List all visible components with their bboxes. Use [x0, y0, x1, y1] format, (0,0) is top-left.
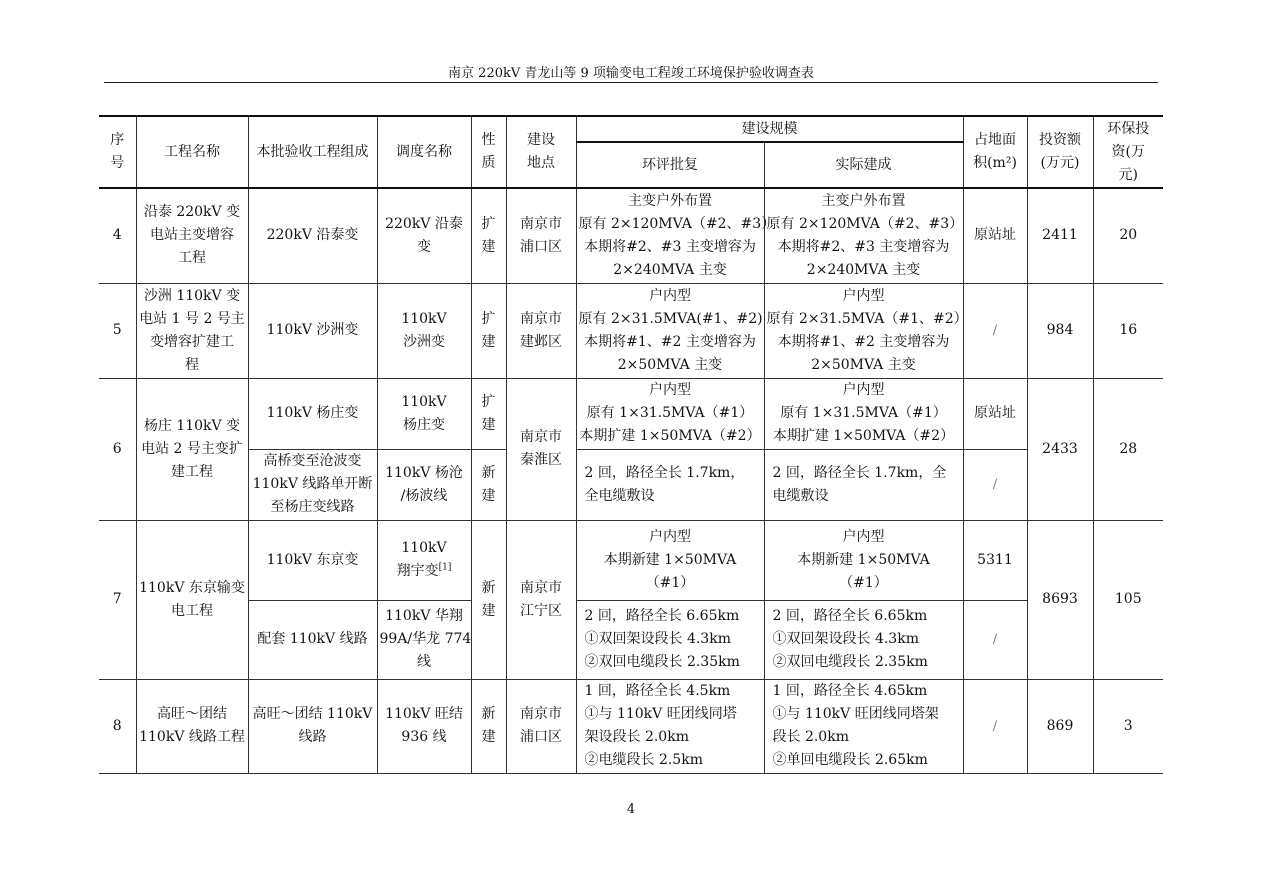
cell-investment: 869 — [1027, 679, 1093, 773]
table-row — [99, 600, 1163, 679]
header-investment: 投资额 (万元) — [1027, 116, 1093, 188]
cell-seq: 4 — [99, 188, 136, 283]
cell-approved: 2 回，路径全长 6.65km ①双回架设段长 4.3km ②双回电缆段长 2.35km — [576, 600, 764, 679]
cell-location: 南京市 浦口区 — [506, 679, 576, 773]
header-actual: 实际建成 — [764, 142, 963, 188]
cell-nature: 新 建 — [471, 449, 506, 520]
survey-table — [99, 115, 1163, 774]
header-location: 建设 地点 — [506, 116, 576, 188]
cell-area: 原站址 — [963, 188, 1027, 283]
cell-approved: 户内型 原有 2×31.5MVA(#1、#2) 本期将#1、#2 主变增容为 2×50MVA 主变 — [576, 283, 764, 378]
header-approved: 环评批复 — [576, 142, 764, 188]
cell-env-investment: 3 — [1093, 679, 1163, 773]
header-env-investment: 环保投 资(万 元) — [1093, 116, 1163, 188]
cell-investment: 8693 — [1027, 520, 1093, 679]
cell-nature: 新 建 — [471, 679, 506, 773]
cell-location: 南京市 浦口区 — [506, 188, 576, 283]
cell-dispatch: 110kV 翔宇变[1] — [377, 520, 471, 600]
cell-approved: 主变户外布置 原有 2×120MVA（#2、#3） 本期将#2、#3 主变增容为 2×240MVA 主变 — [576, 188, 764, 283]
header-dispatch-name: 调度名称 — [377, 116, 471, 188]
cell-project-name: 高旺～团结 110kV 线路工程 — [136, 679, 248, 773]
page-header-title: 南京 220kV 青龙山等 9 项输变电工程竣工环境保护验收调查表 — [448, 66, 814, 81]
cell-seq: 8 — [99, 679, 136, 773]
cell-composition: 110kV 沙洲变 — [248, 283, 377, 378]
cell-project-name: 沿泰 220kV 变 电站主变增容 工程 — [136, 188, 248, 283]
cell-env-investment: 16 — [1093, 283, 1163, 378]
footnote-marker: [1] — [438, 562, 452, 573]
cell-nature: 扩 建 — [471, 188, 506, 283]
cell-location: 南京市 秦淮区 — [506, 378, 576, 520]
cell-actual: 2 回，路径全长 1.7km，全 电缆敷设 — [764, 449, 963, 520]
cell-dispatch: 110kV 沙洲变 — [377, 283, 471, 378]
cell-approved: 户内型 本期新建 1×50MVA （#1） — [576, 520, 764, 600]
cell-dispatch: 110kV 杨沧 /杨波线 — [377, 449, 471, 520]
cell-dispatch: 110kV 旺结 936 线 — [377, 679, 471, 773]
cell-project-name: 沙洲 110kV 变 电站 1 号 2 号主 变增容扩建工 程 — [136, 283, 248, 378]
header-rule — [104, 82, 1158, 83]
cell-seq: 5 — [99, 283, 136, 378]
cell-actual: 2 回，路径全长 6.65km ①双回架设段长 4.3km ②双回电缆段长 2.35km — [764, 600, 963, 679]
cell-area: / — [963, 449, 1027, 520]
cell-nature: 新 建 — [471, 520, 506, 679]
cell-investment: 984 — [1027, 283, 1093, 378]
header-seq: 序 号 — [99, 116, 136, 188]
table-row — [99, 679, 1163, 773]
cell-seq: 6 — [99, 378, 136, 520]
cell-dispatch: 220kV 沿泰 变 — [377, 188, 471, 283]
cell-dispatch: 110kV 华翔 99A/华龙 774 线 — [377, 600, 471, 679]
table-row — [99, 378, 1163, 449]
cell-actual: 户内型 本期新建 1×50MVA （#1） — [764, 520, 963, 600]
cell-project-name: 杨庄 110kV 变 电站 2 号主变扩 建工程 — [136, 378, 248, 520]
header-composition: 本批验收工程组成 — [248, 116, 377, 188]
cell-composition: 220kV 沿泰变 — [248, 188, 377, 283]
cell-nature: 扩 建 — [471, 283, 506, 378]
cell-actual: 主变户外布置 原有 2×120MVA（#2、#3） 本期将#2、#3 主变增容为 2×240MVA 主变 — [764, 188, 963, 283]
cell-area: / — [963, 679, 1027, 773]
cell-investment: 2411 — [1027, 188, 1093, 283]
page-number: 4 — [626, 802, 636, 817]
cell-composition: 高桥变至沧波变 110kV 线路单开断 至杨庄变线路 — [248, 449, 377, 520]
cell-area: 原站址 — [963, 378, 1027, 449]
cell-actual: 户内型 原有 1×31.5MVA（#1） 本期扩建 1×50MVA（#2） — [764, 378, 963, 449]
cell-dispatch: 110kV 杨庄变 — [377, 378, 471, 449]
cell-approved: 户内型 原有 1×31.5MVA（#1） 本期扩建 1×50MVA（#2） — [576, 378, 764, 449]
cell-composition: 110kV 东京变 — [248, 520, 377, 600]
cell-area: / — [963, 600, 1027, 679]
cell-location: 南京市 建邺区 — [506, 283, 576, 378]
cell-actual: 1 回，路径全长 4.65km ①与 110kV 旺团线同塔架 段长 2.0km ②单回电缆段长 2.65km — [764, 679, 963, 773]
header-project-name: 工程名称 — [136, 116, 248, 188]
cell-composition: 110kV 杨庄变 — [248, 378, 377, 449]
cell-seq: 7 — [99, 520, 136, 679]
cell-composition: 配套 110kV 线路 — [248, 600, 377, 679]
table-row — [99, 283, 1163, 378]
cell-area: 5311 — [963, 520, 1027, 600]
cell-env-investment: 20 — [1093, 188, 1163, 283]
header-scale: 建设规模 — [576, 116, 963, 142]
header-nature: 性 质 — [471, 116, 506, 188]
cell-investment: 2433 — [1027, 378, 1093, 520]
cell-actual: 户内型 原有 2×31.5MVA（#1、#2） 本期将#1、#2 主变增容为 2×50MVA 主变 — [764, 283, 963, 378]
header-area: 占地面 积(m²) — [963, 116, 1027, 188]
cell-env-investment: 28 — [1093, 378, 1163, 520]
table-row — [99, 449, 1163, 520]
cell-approved: 2 回，路径全长 1.7km， 全电缆敷设 — [576, 449, 764, 520]
cell-composition: 高旺～团结 110kV 线路 — [248, 679, 377, 773]
cell-location: 南京市 江宁区 — [506, 520, 576, 679]
cell-project-name: 110kV 东京输变 电工程 — [136, 520, 248, 679]
cell-env-investment: 105 — [1093, 520, 1163, 679]
cell-nature: 扩 建 — [471, 378, 506, 449]
table-row — [99, 520, 1163, 600]
cell-area: / — [963, 283, 1027, 378]
table-row — [99, 188, 1163, 283]
cell-approved: 1 回，路径全长 4.5km ①与 110kV 旺团线同塔 架设段长 2.0km ②电缆段长 2.5km — [576, 679, 764, 773]
